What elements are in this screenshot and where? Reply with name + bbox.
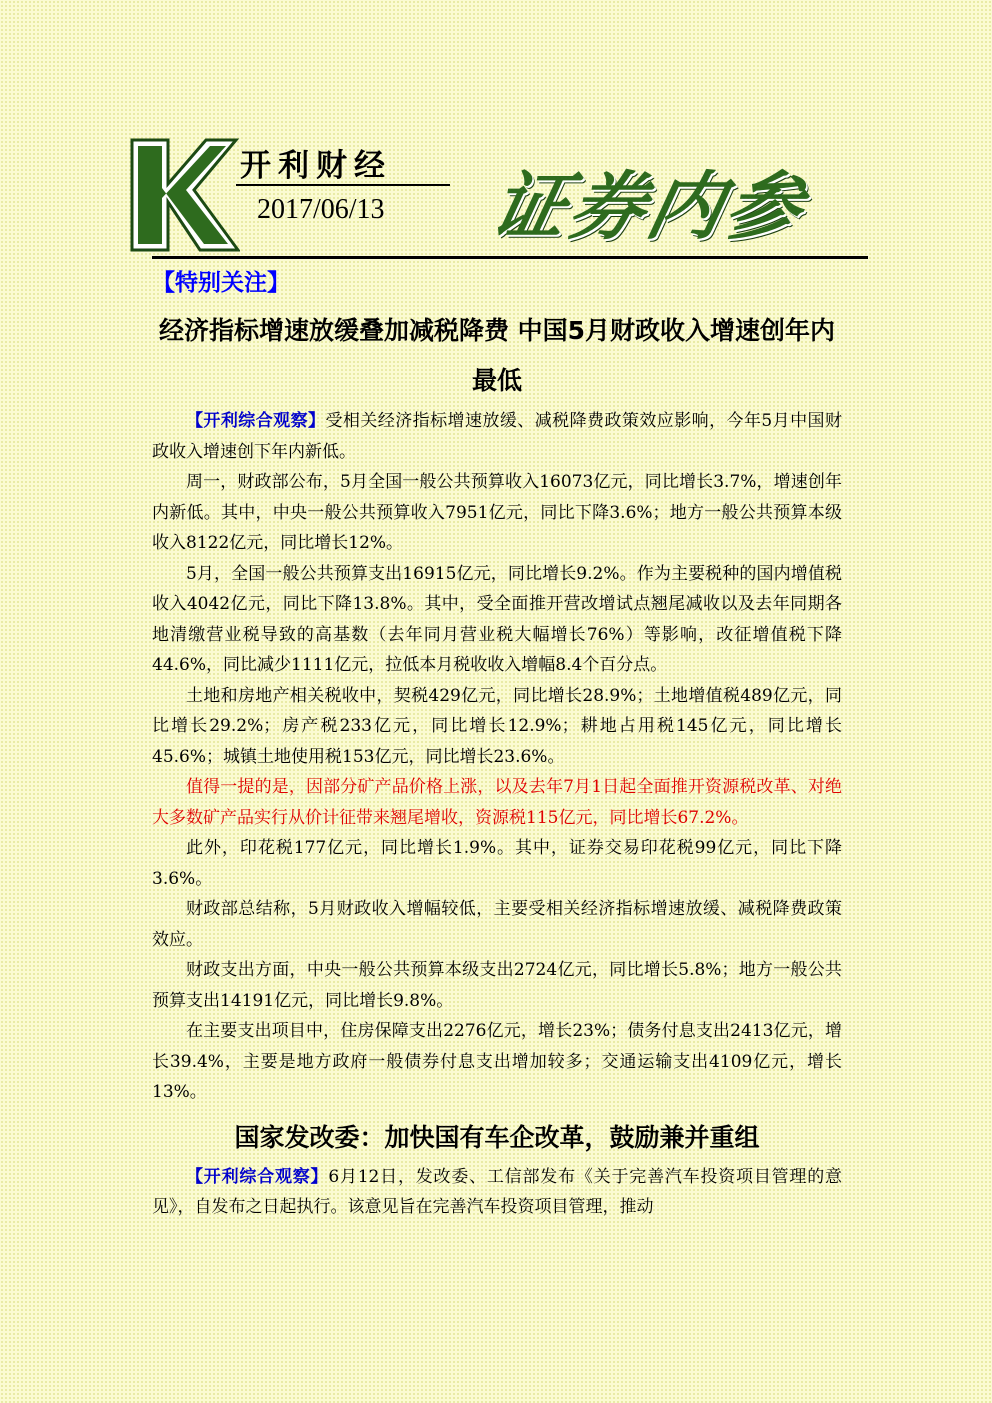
article-1-paragraph: 财政支出方面，中央一般公共预算本级支出2724亿元，同比增长5.8%；地方一般公共预算支出14191亿元，同比增长9.8%。 — [152, 960, 842, 1011]
observation-label: 【开利综合观察】 — [186, 411, 326, 431]
main-content — [152, 306, 842, 1223]
article-1-paragraph: 周一，财政部公布，5月全国一般公共预算收入16073亿元，同比增长3.7%，增速创年内新低。其中，中央一般公共预算收入7951亿元，同比下降3.6%；地方一般公共预算本级收入8122亿元，同比增长12%。 — [152, 472, 842, 553]
report-date: 2017/06/13 — [257, 194, 385, 225]
article-1-paragraph: 5月，全国一般公共预算支出16915亿元，同比增长9.2%。作为主要税种的国内增值税收入4042亿元，同比下降13.8%。其中，受全面推开营改增试点翘尾减收以及去年同期各地清缴营业税导致的高基数（去年同月营业税大幅增长76%）等影响，改征增值税下降44.6%，同比减少1111亿元，拉低本月税收收入增幅8.4个百分点。 — [152, 563, 842, 675]
lead-text: 6月12日，发改委、工信部发布《关于完善汽车投资项目管理的意见》，自发布之日起执行。该意见旨在完善汽车投资项目管理，推动 — [152, 1166, 842, 1217]
brand-divider — [236, 184, 450, 186]
publication-title: 证券内参 — [483, 164, 814, 250]
brand-name: 开利财经 — [240, 148, 392, 184]
k-logo-icon — [128, 132, 240, 254]
header-rule — [152, 256, 868, 259]
article-1-lead — [152, 406, 842, 467]
article-1-title: 经济指标增速放缓叠加减税降费 中国5月财政收入增速创年内最低 — [158, 316, 836, 395]
observation-label: 【开利综合观察】 — [186, 1166, 329, 1187]
article-1-paragraph: 财政部总结称，5月财政收入增幅较低，主要受相关经济指标增速放缓、减税降费政策效应。 — [152, 899, 842, 950]
article-1-paragraph: 在主要支出项目中，住房保障支出2276亿元，增长23%；债务付息支出2413亿元，增长39.4%，主要是地方政府一般债券付息支出增加较多；交通运输支出4109亿元，增长13%。 — [152, 1021, 842, 1102]
article-2-title: 国家发改委：加快国有车企改革，鼓励兼并重组 — [234, 1122, 760, 1152]
article-1-paragraph: 此外，印花税177亿元，同比增长1.9%。其中，证券交易印花税99亿元，同比下降3.6%。 — [152, 838, 842, 889]
lead-text: 受相关经济指标增速放缓、减税降费政策效应影响，今年5月中国财政收入增速创下年内新低。 — [152, 411, 842, 462]
report-header — [0, 0, 992, 265]
article-1-highlight-paragraph: 值得一提的是，因部分矿产品价格上涨，以及去年7月1日起全面推开资源税改革、对绝大多数矿产品实行从价计征带来翘尾增收，资源税115亿元，同比增长67.2%。 — [152, 777, 842, 828]
article-2-lead — [152, 1162, 842, 1223]
article-1-paragraph: 土地和房地产相关税收中，契税429亿元，同比增长28.9%；土地增值税489亿元，同比增长29.2%；房产税233亿元，同比增长12.9%；耕地占用税145亿元，同比增长45.6%；城镇土地使用税153亿元，同比增长23.6%。 — [152, 685, 842, 767]
section-tag: 【特别关注】 — [152, 270, 290, 296]
